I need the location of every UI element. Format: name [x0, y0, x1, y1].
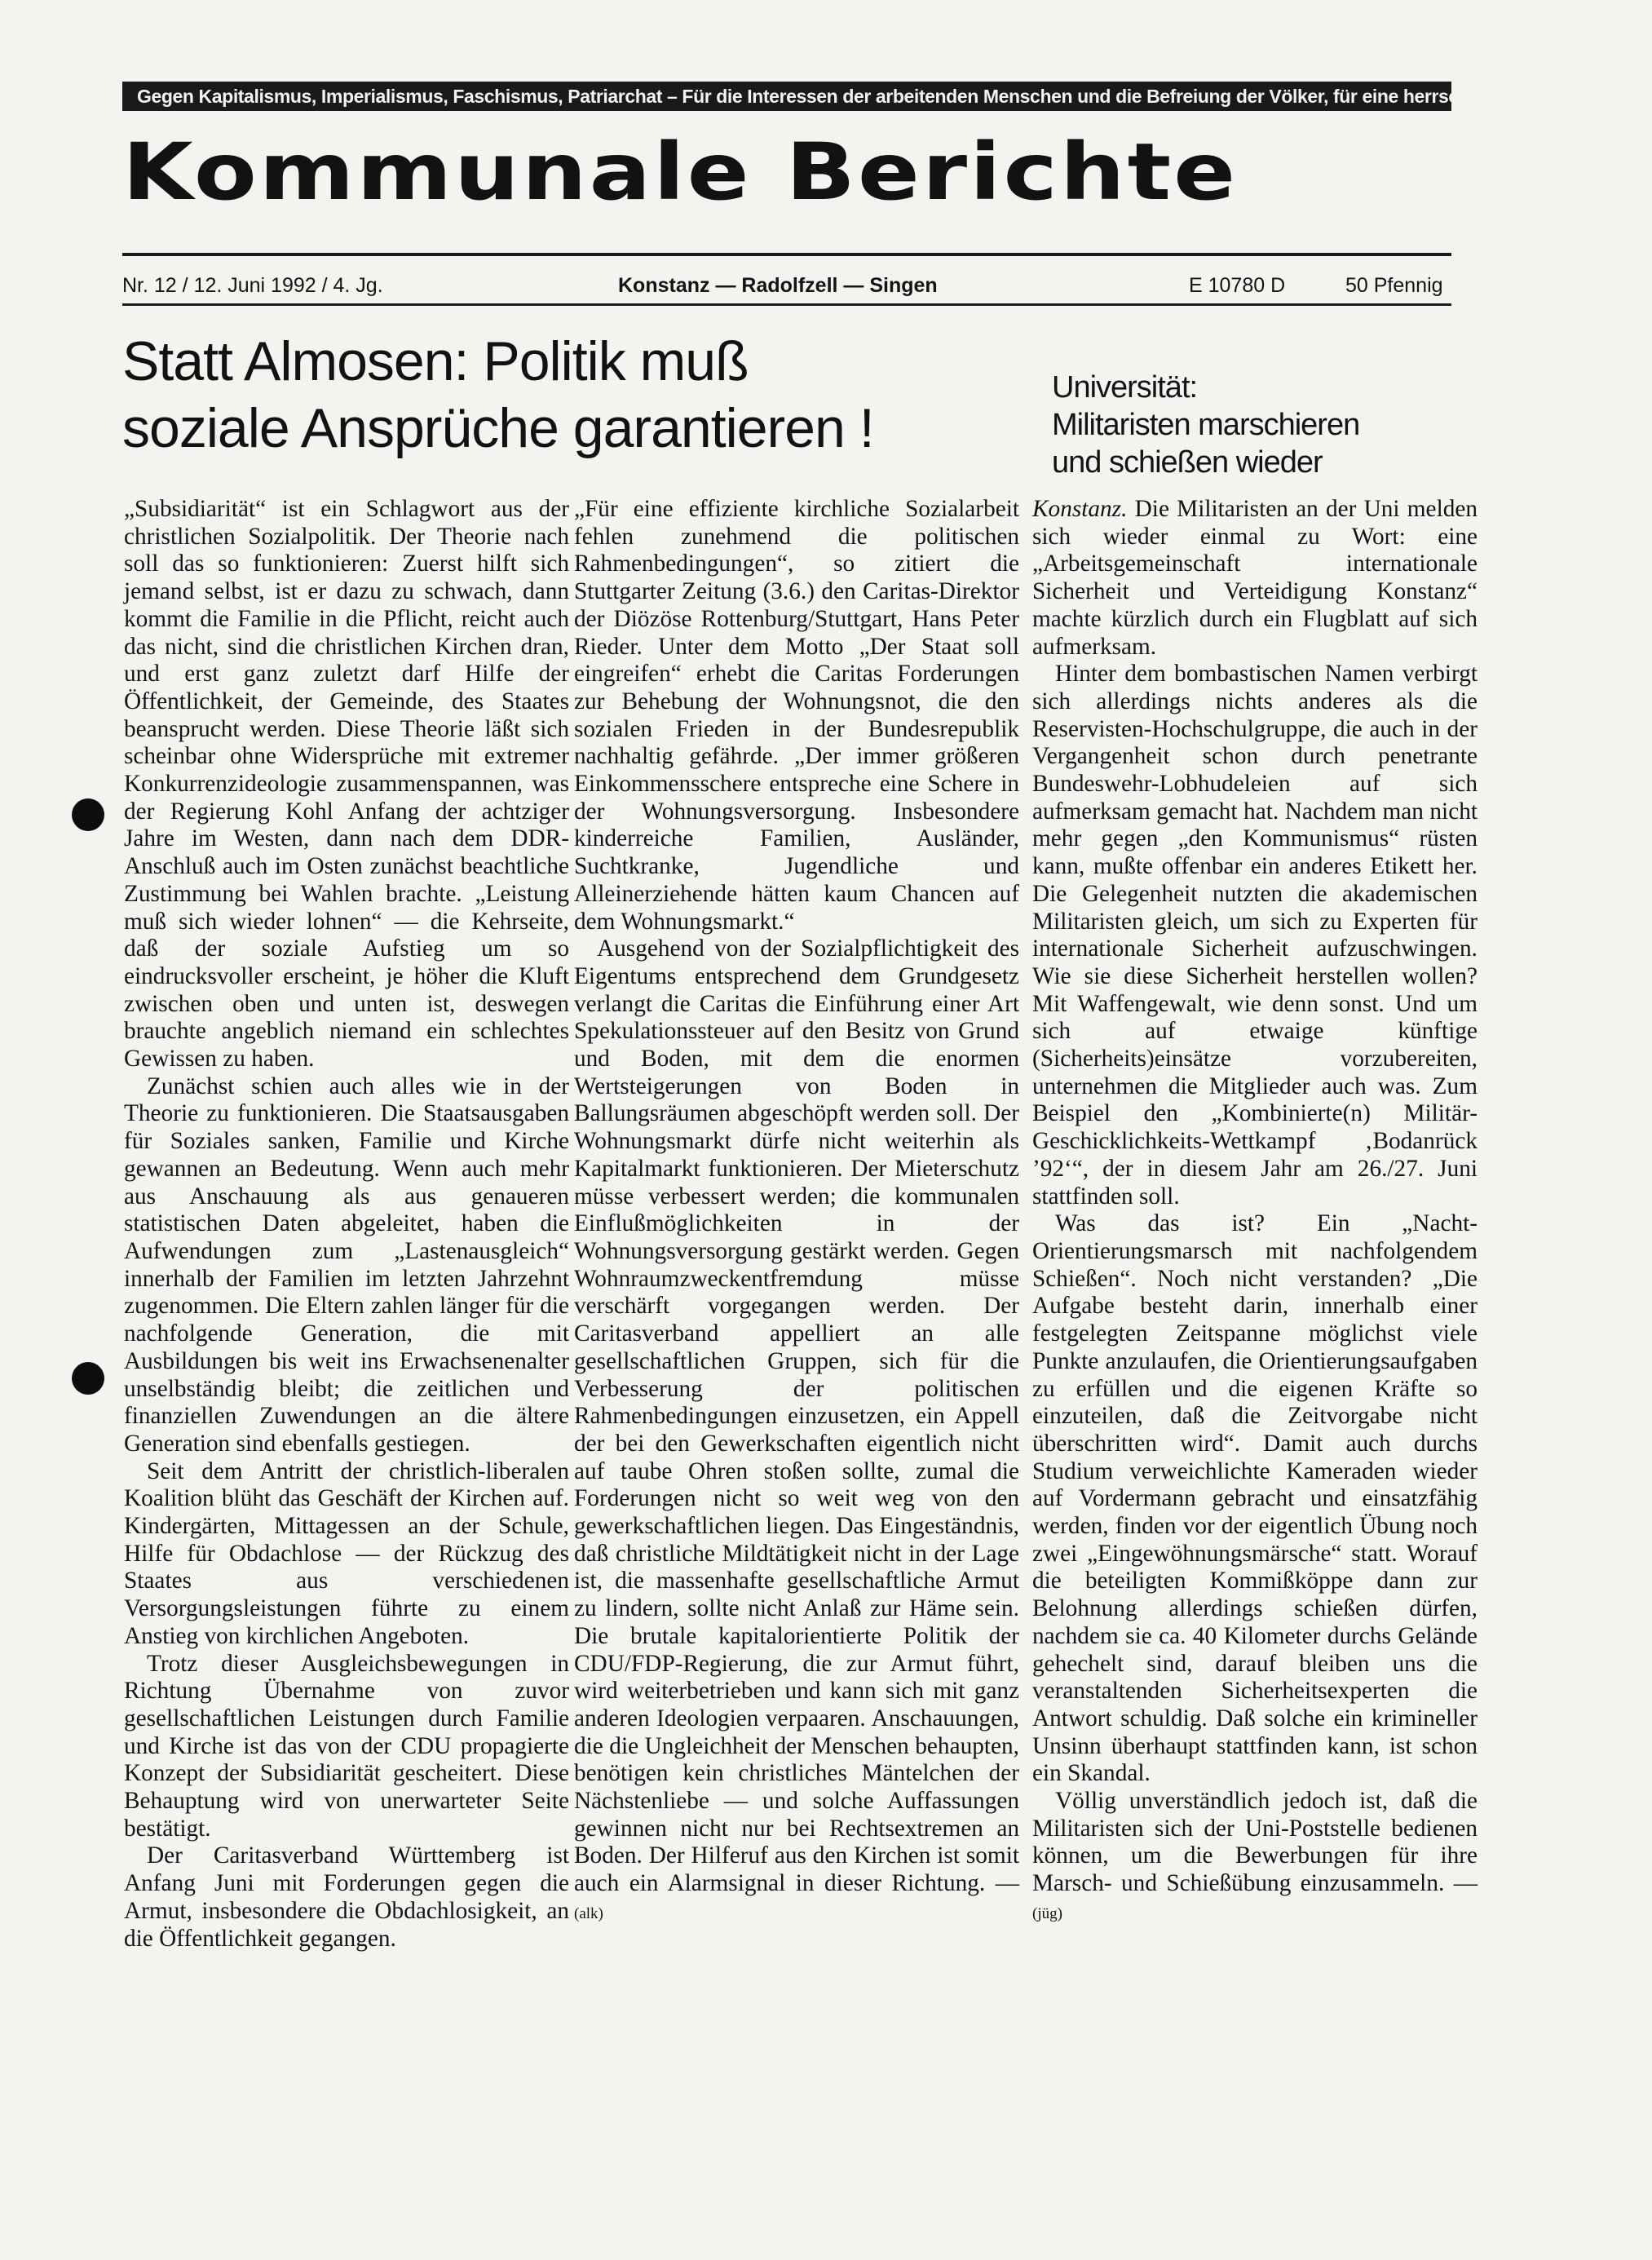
paragraph: Der Caritasverband Württemberg ist Anfang Juni mit Forderungen gegen die Armut, insbesondere die Obdachlosigkeit, an die Öffentlichkeit gegangen.	[124, 1842, 569, 1952]
paragraph-text: Die Militaristen an der Uni melden sich wieder einmal zu Wort: eine „Arbeitsgemeinschaft internationale Sicherheit und Verteidigung Konstanz“ machte kürzlich durch ein Flugblatt auf sich aufmerksam.	[1032, 496, 1478, 660]
postal-code: E 10780 D	[1189, 274, 1286, 297]
paragraph: Was das ist? Ein „Nacht-Orientierungsmarsch mit nachfolgendem Schießen“. Noch nicht verstanden? „Die Aufgabe besteht darin, innerhalb einer festgelegten Zeitspanne möglichst viele Punkte anzulaufen, die Orientierungsaufgaben zu erfüllen und die eigenen Kräfte so einzuteilen, daß die Zeitvorgabe nicht überschritten wird“. Damit auch durchs Studium verweichlichte Kameraden wieder auf Vordermann gebracht und einsatzfähig werden, finden vor der eigentlich Übung noch zwei „Eingewöhnungsmärsche“ statt. Worauf die beteiligten Kommißköppe dann zur Belohnung allerdings schießen dürfen, nachdem sie ca. 40 Kilometer durchs Gelände gehechelt sind, darauf bleiben uns die veranstaltenden Sicherheitsexperten die Antwort schuldig. Daß solche ein krimineller Unsinn überhaupt stattfinden kann, ist schon ein Skandal.	[1032, 1210, 1478, 1787]
paragraph: Hinter dem bombastischen Namen verbirgt sich allerdings nichts anderes als die Reservisten-Hochschulgruppe, die auch in der Vergangenheit schon durch penetrante Bundeswehr-Lobhudeleien auf sich aufmerksam gemacht hat. Nachdem man nicht mehr gegen „den Kommunismus“ rüsten kann, mußte offenbar ein anderes Etikett her. Die Gelegenheit nutzten die akademischen Militaristen gleich, um sich zu Experten für internationale Sicherheit aufzuschwingen. Wie sie diese Sicherheit herstellen wollen? Mit Waffengewalt, wie denn sonst. Und um sich auf etwaige künftige (Sicherheits)einsätze vorzubereiten, unternehmen die Mitglieder auch was. Zum Beispiel den „Kombinierte(n) Militär-Geschicklichkeits-Wettkampf ‚Bodanrück ’92‘“, der in diesem Jahr am 26./27. Juni stattfinden soll.	[1032, 661, 1478, 1210]
paragraph	[1032, 1788, 1478, 1928]
side-headline-line-3: und schießen wieder	[1052, 445, 1323, 480]
paragraph-text: Völlig unverständlich jedoch ist, daß die Militaristen sich der Uni-Poststelle bedienen können, um die Bewerbungen für ihre Marsch- und Schießübung einzusammeln. —	[1032, 1788, 1478, 1897]
paragraph: „Subsidiarität“ ist ein Schlagwort aus der christlichen Sozialpolitik. Der Theorie nach soll das so funktionieren: Zuerst hilft sich jemand selbst, ist er dazu zu schwach, dann kommt die Familie in die Pflicht, reicht auch das nicht, sind die christlichen Kirchen dran, und erst ganz zuletzt darf Hilfe der Öffentlichkeit, der Gemeinde, des Staates beansprucht werden. Diese Theorie läßt sich scheinbar ohne Widersprüche mit extremer Konkurrenzideologie zusammenspannen, was der Regierung Kohl Anfang der achtziger Jahre im Westen, dann nach dem DDR-Anschluß auch im Osten zunächst beachtliche Zustimmung bei Wahlen brachte. „Leistung muß sich wieder lohnen“ — die Kehrseite, daß der soziale Aufstieg um so eindrucksvoller erscheint, je höher die Kluft zwischen oben und unten ist, deswegen brauchte angeblich niemand ein schlechtes Gewissen zu haben.	[124, 496, 569, 1073]
author-signature: (alk)	[574, 1904, 603, 1922]
main-headline-line-2: soziale Ansprüche garantieren !	[122, 397, 874, 459]
main-headline-line-1: Statt Almosen: Politik muß	[122, 330, 749, 392]
masthead-slogan-banner: Gegen Kapitalismus, Imperialismus, Faschismus, Patriarchat – Für die Interessen der arbeitenden Menschen und die Befreiung der Völker, für eine herrschaftsfreie Gesellschaft	[122, 82, 1451, 111]
places: Konstanz — Radolfzell — Singen	[618, 274, 938, 297]
side-article-column	[1032, 496, 1478, 1928]
main-headline	[122, 328, 987, 462]
paragraph: Seit dem Antritt der christlich-liberalen Koalition blüht das Geschäft der Kirchen auf. Kindergärten, Mittagessen an der Schule, Hilfe für Obdachlose — der Rückzug des Staates aus verschiedenen Versorgungsleistungen führte zu einem Anstieg von kirchlichen Angeboten.	[124, 1457, 569, 1649]
masthead-title: Kommunale Berichte	[122, 126, 1239, 219]
paragraph: „Für eine effiziente kirchliche Sozialarbeit fehlen zunehmend die politischen Rahmenbedingungen“, so zitiert die Stuttgarter Zeitung (3.6.) den Caritas-Direktor der Diözöse Rottenburg/Stuttgart, Hans Peter Rieder. Unter dem Motto „Der Staat soll eingreifen“ erhebt die Caritas Forderungen zur Behebung der Wohnungsnot, die den sozialen Frieden in der Bundesrepublik nachhaltig gefährde. „Der immer größeren Einkommensschere entspreche eine Schere in der Wohnungsversorgung. Insbesondere kinderreiche Familien, Ausländer, Suchtkranke, Jugendliche und Alleinerziehende hätten kaum Chancen auf dem Wohnungsmarkt.“	[574, 496, 1019, 935]
paragraph: Zunächst schien auch alles wie in der Theorie zu funktionieren. Die Staatsausgaben für Soziales sanken, Familie und Kirche gewannen an Bedeutung. Wenn auch mehr aus Anschauung als aus genaueren statistischen Daten abgeleitet, haben die Aufwendungen zum „Lastenausgleich“ innerhalb der Familien im letzten Jahrzehnt zugenommen. Die Eltern zahlen länger für die nachfolgende Generation, die mit Ausbildungen bis weit ins Erwachsenenalter unselbständig bleibt; die zeitlichen und finanziellen Zuwendungen an die ältere Generation sind ebenfalls gestiegen.	[124, 1073, 569, 1457]
main-article-column-1	[124, 496, 569, 1953]
price: 50 Pfennig	[1345, 274, 1443, 297]
punch-hole-top	[72, 798, 104, 831]
side-headline-line-2: Militaristen marschieren	[1052, 408, 1360, 442]
paragraph	[574, 935, 1019, 1927]
issue-info-bar	[122, 271, 1451, 300]
author-signature: (jüg)	[1032, 1904, 1062, 1922]
punch-hole-bottom	[72, 1362, 104, 1395]
main-article-column-2	[574, 496, 1019, 1928]
paragraph	[1032, 496, 1478, 661]
paragraph-text: Ausgehend von der Sozialpflichtigkeit des Eigentums entsprechend dem Grundgesetz verlangt die Caritas die Einführung einer Art Spekulationssteuer auf den Besitz von Grund und Boden, mit dem die enormen Wertsteigerungen von Boden in Ballungsräumen abgeschöpft werden soll. Der Wohnungsmarkt dürfe nicht weiterhin als Kapitalmarkt funktionieren. Der Mieterschutz müsse verbessert werden; die kommunalen Einflußmöglichkeiten in der Wohnungsversorgung gestärkt werden. Gegen Wohnraumzweckentfremdung müsse verschärft vorgegangen werden. Der Caritasverband appelliert an alle gesellschaftlichen Gruppen, sich für die Verbesserung der politischen Rahmenbedingungen einzusetzen, ein Appell der bei den Gewerkschaften eigentlich nicht auf taube Ohren stoßen sollte, zumal die Forderungen nicht so weit weg von den gewerkschaftlichen liegen. Das Eingeständnis, daß christliche Mildtätigkeit nicht in der Lage ist, die massenhafte gesellschaftliche Armut zu lindern, sollte nicht Anlaß zur Häme sein. Die brutale kapitalorientierte Politik der CDU/FDP-Regierung, die zur Armut führt, wird weiterbetrieben und kann sich mit ganz anderen Ideologien verpaaren. Anschauungen, die die Ungleichheit der Menschen behaupten, benötigen kein christliches Mäntelchen der Nächstenliebe — und solche Auffassungen gewinnen nicht nur bei Rechtsextremen an Boden. Der Hilferuf aus den Kirchen ist somit auch ein Alarmsignal in dieser Richtung. —	[574, 935, 1019, 1897]
issue-number: Nr. 12 / 12. Juni 1992 / 4. Jg.	[122, 274, 383, 297]
paragraph: Trotz dieser Ausgleichsbewegungen in Richtung Übernahme von zuvor gesellschaftlichen Leistungen durch Familie und Kirche ist das von der CDU propagierte Konzept der Subsidiarität gescheitert. Diese Behauptung wird von unerwarteter Seite bestätigt.	[124, 1650, 569, 1842]
side-headline-line-1: Universität:	[1052, 370, 1198, 405]
dateline: Konstanz.	[1032, 496, 1128, 522]
masthead-rule-top	[122, 253, 1451, 256]
masthead-rule-bottom	[122, 303, 1451, 306]
side-headline	[1052, 369, 1443, 481]
